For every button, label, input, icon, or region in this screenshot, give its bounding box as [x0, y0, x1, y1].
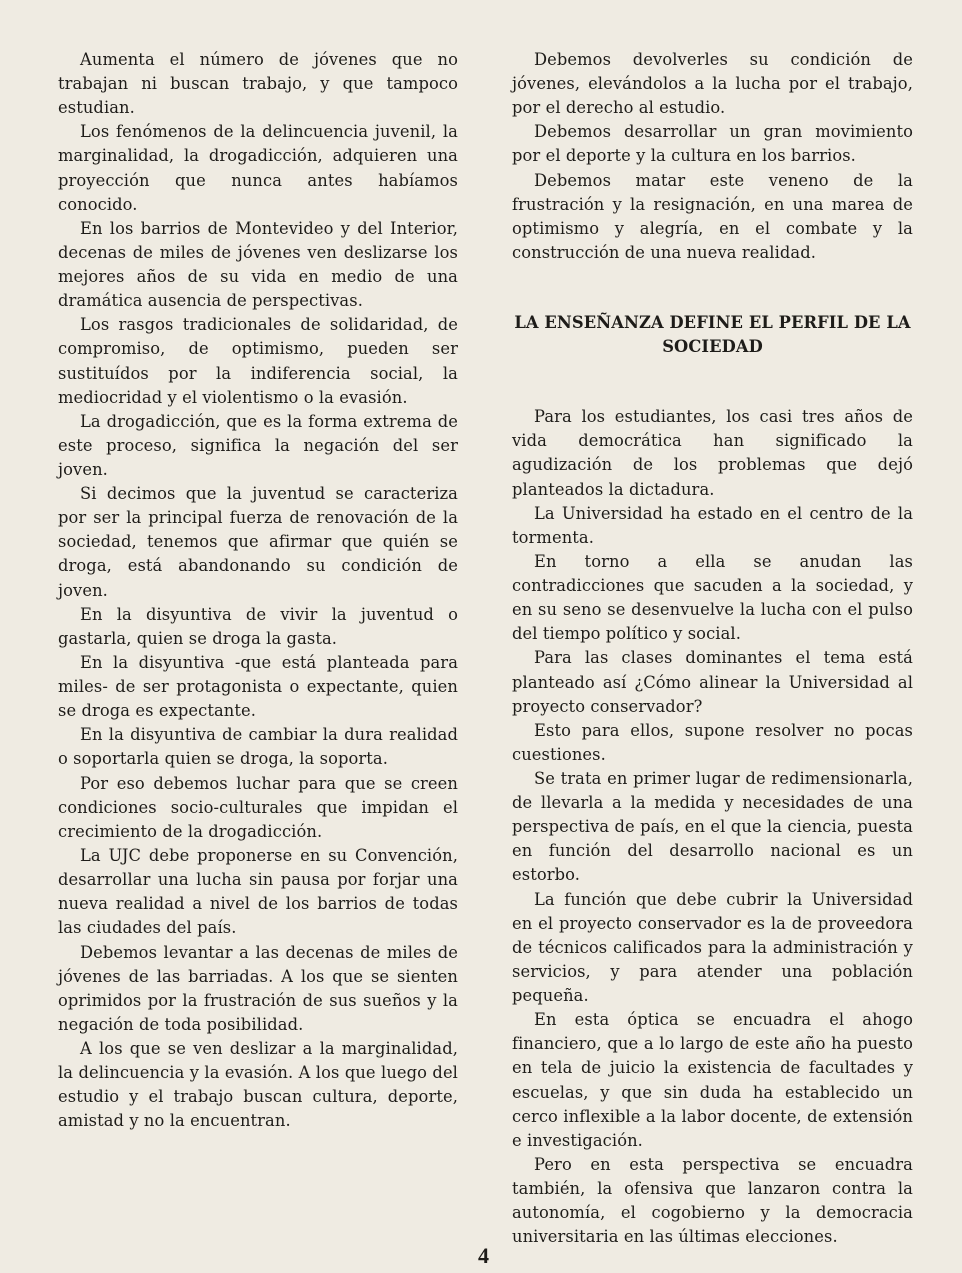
- paragraph: En la disyuntiva -que está planteada para miles- de ser protagonista o expectante, quien se droga es expectante.: [58, 653, 458, 721]
- paragraph: La Universidad ha estado en el centro de la tormenta.: [512, 503, 913, 547]
- paragraph: Debemos desarrollar un gran movimiento por el deporte y la cultura en los barrios.: [512, 122, 913, 166]
- paragraph: Para los estudiantes, los casi tres años de vida democrática han significado la agudización de los problemas que dejó planteados la dictadura.: [512, 407, 913, 499]
- paragraph: Los rasgos tradicionales de solidaridad, de compromiso, de optimismo, pueden ser sustituídos por la indiferencia social, la mediocridad y el violentismo o la evasión.: [58, 315, 458, 407]
- paragraph: La UJC debe proponerse en su Convención, desarrollar una lucha sin pausa por forjar una nueva realidad a nivel de los barrios de todas las ciudades del país.: [58, 846, 458, 938]
- paragraph: Se trata en primer lugar de redimensionarla, de llevarla a la medida y necesidades de una perspectiva de país, en el que la ciencia, puesta en función del desarrollo nacional es un estorbo.: [512, 769, 913, 885]
- paragraph: En torno a ella se anudan las contradicciones que sacuden a la sociedad, y en su seno se desenvuelve la lucha con el pulso del tiempo político y social.: [512, 551, 913, 644]
- paragraph: A los que se ven deslizar a la marginalidad, la delincuencia y la evasión. A los que luego del estudio y el trabajo buscan cultura, deporte, amistad y no la encuentran.: [58, 1038, 458, 1131]
- paragraph: La drogadicción, que es la forma extrema de este proceso, significa la negación del ser joven.: [58, 411, 458, 479]
- section-heading: LA ENSEÑANZA DEFINE EL PERFIL DE LA SOCIEDAD: [514, 313, 911, 357]
- paragraph: Debemos levantar a las decenas de miles de jóvenes de las barriadas. A los que se sienten oprimidos por la frustración de sus sueños y la negación de toda posibilidad.: [58, 942, 458, 1034]
- left-column: [58, 48, 458, 1133]
- paragraph: En la disyuntiva de vivir la juventud o gastarla, quien se droga la gasta.: [58, 604, 458, 648]
- paragraph: Pero en esta perspectiva se encuadra también, la ofensiva que lanzaron contra la autonomía, el cogobierno y la democracia universitaria en las últimas elecciones.: [512, 1154, 913, 1247]
- paragraph: Los fenómenos de la delincuencia juvenil, la marginalidad, la drogadicción, adquieren una proyección que nunca antes habíamos conocido.: [58, 122, 458, 214]
- paragraph: La función que debe cubrir la Universidad en el proyecto conservador es la de proveedora de técnicos calificados para la administración y servicios, y para atender una población pequeña.: [512, 889, 913, 1006]
- paragraph: Debemos devolverles su condición de jóvenes, elevándolos a la lucha por el trabajo, por el derecho al estudio.: [512, 50, 913, 118]
- paragraph: En la disyuntiva de cambiar la dura realidad o soportarla quien se droga, la soporta.: [58, 725, 458, 769]
- paragraph: Si decimos que la juventud se caracteriza por ser la principal fuerza de renovación de la sociedad, tenemos que afirmar que quién se droga, está abandonando su condición de joven.: [58, 484, 458, 600]
- page-number: 4: [478, 1243, 489, 1268]
- paragraph: Esto para ellos, supone resolver no pocas cuestiones.: [512, 720, 913, 764]
- paragraph: Debemos matar este veneno de la frustración y la resignación, en una marea de optimismo y alegría, en el combate y la construcción de una nueva realidad.: [512, 170, 913, 262]
- paragraph: Por eso debemos luchar para que se creen condiciones socio-culturales que impidan el crecimiento de la drogadicción.: [58, 773, 458, 841]
- paragraph: En los barrios de Montevideo y del Interior, decenas de miles de jóvenes ven deslizarse los mejores años de su vida en medio de una dramática ausencia de perspectivas.: [58, 218, 458, 311]
- right-column: [512, 48, 913, 1249]
- paragraph: En esta óptica se encuadra el ahogo financiero, que a lo largo de este año ha puesto en tela de juicio la existencia de facultades y escuelas, y que sin duda ha establecido un cerco inflexible a la labor docente, de extensión e investigación.: [512, 1010, 913, 1150]
- paragraph: Para las clases dominantes el tema está planteado así ¿Cómo alinear la Universidad al proyecto conservador?: [512, 648, 913, 716]
- paragraph: Aumenta el número de jóvenes que no trabajan ni buscan trabajo, y que tampoco estudian.: [58, 50, 458, 118]
